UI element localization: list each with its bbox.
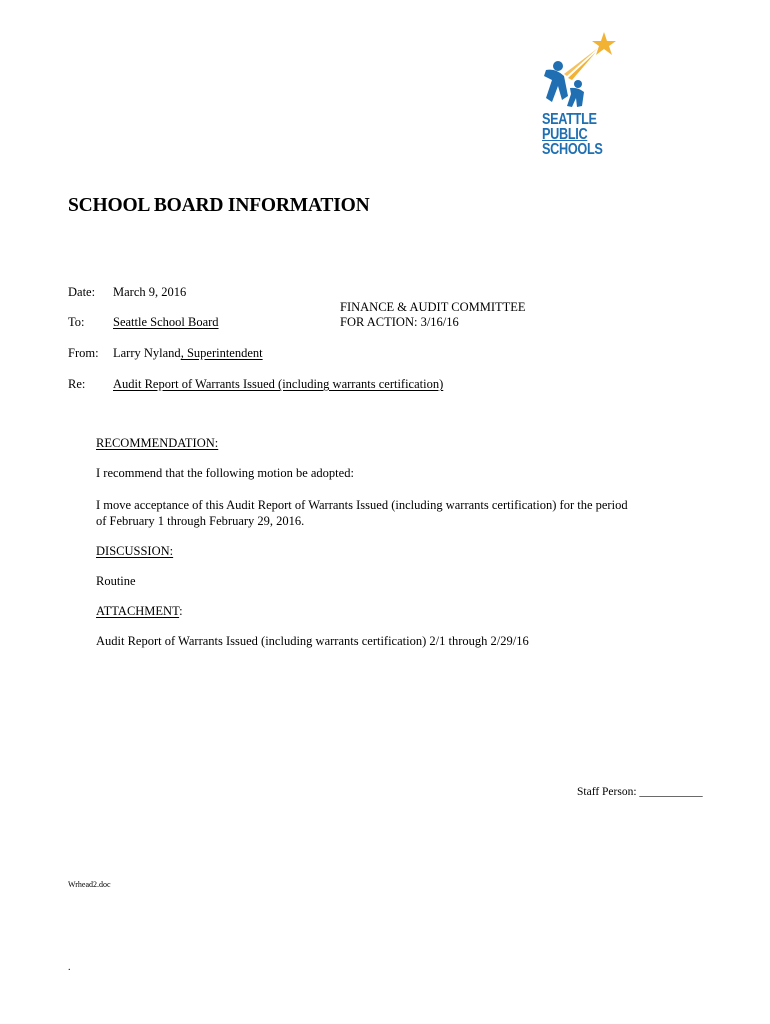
date-value: March 9, 2016 xyxy=(113,285,187,299)
footer-dot: . xyxy=(68,962,71,973)
footer-filename: Wrhead2.doc xyxy=(68,880,111,889)
logo-text-seattle: SEATTLE xyxy=(542,111,597,128)
logo-text-schools: SCHOOLS xyxy=(542,141,603,158)
discussion-text: Routine xyxy=(96,574,136,588)
attachment-text: Audit Report of Warrants Issued (including warrants certification) 2/1 through 2/29/16 xyxy=(96,634,529,648)
from-value xyxy=(113,346,263,361)
discussion-heading: DISCUSSION: xyxy=(96,544,174,558)
staff-person-line: Staff Person: ___________ xyxy=(577,786,703,798)
committee-line-1: FINANCE & AUDIT COMMITTEE xyxy=(340,300,526,314)
from-title: , Superintendent xyxy=(180,346,263,360)
document-title: SCHOOL BOARD INFORMATION xyxy=(68,195,370,216)
logo-text-public: PUBLIC xyxy=(542,126,588,143)
from-name: Larry Nyland xyxy=(113,346,181,360)
re-value: Audit Report of Warrants Issued (including warrants certification) xyxy=(113,377,444,391)
from-label: From: xyxy=(68,346,99,360)
to-label: To: xyxy=(68,315,85,329)
attachment-heading: ATTACHMENT xyxy=(96,604,180,618)
seattle-public-schools-logo xyxy=(538,30,620,160)
recommend-text: I recommend that the following motion be adopted: xyxy=(96,466,354,480)
logo-figures-icon xyxy=(538,30,620,110)
motion-text: I move acceptance of this Audit Report of Warrants Issued (including warrants certification) for the period of February 1 through February 29, 2016. xyxy=(96,498,628,528)
date-label: Date: xyxy=(68,285,96,299)
re-label: Re: xyxy=(68,377,86,391)
recommendation-heading: RECOMMENDATION: xyxy=(96,436,219,450)
attachment-colon: : xyxy=(179,604,183,618)
attachment-heading-line xyxy=(96,604,183,619)
to-value: Seattle School Board xyxy=(113,315,219,329)
committee-line-2: FOR ACTION: 3/16/16 xyxy=(340,315,459,329)
